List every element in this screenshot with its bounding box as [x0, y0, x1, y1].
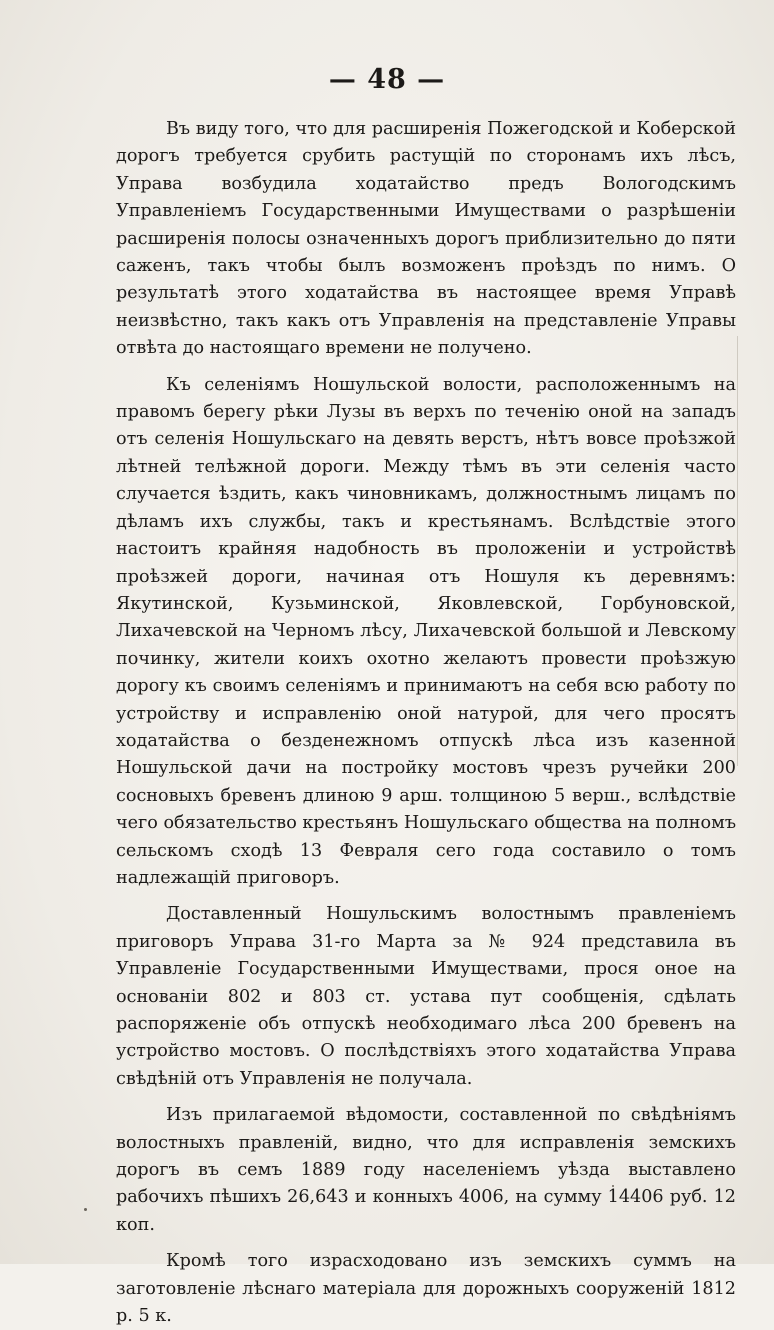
paragraph-noshul-road: Къ селеніямъ Нoшульской волости, расположеннымъ на правомъ берегу рѣки Лузы въ верхъ по теченію оной на западъ отъ селенія Нoшульскаго на девять верстъ, нѣтъ вовсе проѣзжой лѣтней телѣжной дороги. Между тѣмъ въ эти селенія часто случается ѣздить, какъ чиновникамъ, должностнымъ лицамъ по дѣламъ ихъ службы, такъ и крестьянамъ. Вслѣдствіе этого настоитъ крайняя надобность въ проложеніи и устройствѣ проѣзжей дороги, начиная отъ Нoшуля къ деревнямъ: Якутинской, Кузьминской, Яковлевской, Горбуновской, Лихачевской на Черномъ лѣсу, Лихачевской большой и Левскому починку, жители коихъ охотно желаютъ провести проѣзжую дорогу къ своимъ селеніямъ и принимаютъ на себя всю работу по устройству и исправленію оной натурой, для чего просятъ ходатайства о безденежномъ отпускѣ лѣса изъ казенной Нoшульской дачи на постройку мостовъ чрезъ ручейки 200 сосновыхъ бревенъ длиною 9 арш. толщиною 5 верш., вслѣдствіе чего обязательство крестьянъ Нoшульскаго общества на полномъ сельскомъ сходѣ 13 Февраля сего года составило о томъ надлежащій приговоръ. [116, 374, 737, 888]
paragraph-roads-widening: Въ виду того, что для расширенія Пожегодской и Коберской дорогъ требуется срубить растущій по сторонамъ ихъ лѣсъ, Управа возбудила ходатайство предъ Вологодскимъ Управленіемъ Государственными Имуществами о разрѣшеніи расширенія полосы означенныхъ дорогъ приблизительно до пяти саженъ, такъ чтобы былъ возможенъ проѣздъ по нимъ. О результатѣ этого ходатайства въ настоящее время Управѣ неизвѣстно, такъ какъ отъ Управленія на представленіе Управы отвѣта до настоящаго времени не получено. [116, 119, 737, 359]
paragraph-timber-costs: Кромѣ того израсходовано изъ земскихъ суммъ на заготовленіе лѣснаго матеріала для дорожныхъ сооруженій 1812 р. 5 к. [116, 1251, 736, 1327]
text-block [116, 116, 736, 1330]
margin-rule [737, 336, 738, 766]
page-number: — 48 — [328, 64, 446, 95]
paragraph-road-labor: Изъ прилагаемой вѣдомости, составленной по свѣдѣніямъ волостныхъ правленій, видно, что для исправленія земскихъ дорогъ въ семъ 1889 году населеніемъ уѣзда выставлено рабочихъ пѣшихъ 26,643 и конныхъ 4006, на сумму 14406 руб. 12 коп. [116, 1105, 736, 1235]
paragraph-resolution-sent: Доставленный Нoшульскимъ волостнымъ правленіемъ приговоръ Управа 31-го Марта за № 924 представила въ Управленіе Государственными Имуществами, прося оное на основаніи 802 и 803 ст. устава пут сообщенія, сдѣлать распоряженіе объ отпускѣ необходимаго лѣса 200 бревенъ на устройство мостовъ. О послѣдствіяхъ этого ходатайства Управа свѣдѣній отъ Управленія не получала. [116, 904, 736, 1089]
paper-speck [612, 1185, 614, 1187]
paper-speck [84, 1208, 87, 1211]
